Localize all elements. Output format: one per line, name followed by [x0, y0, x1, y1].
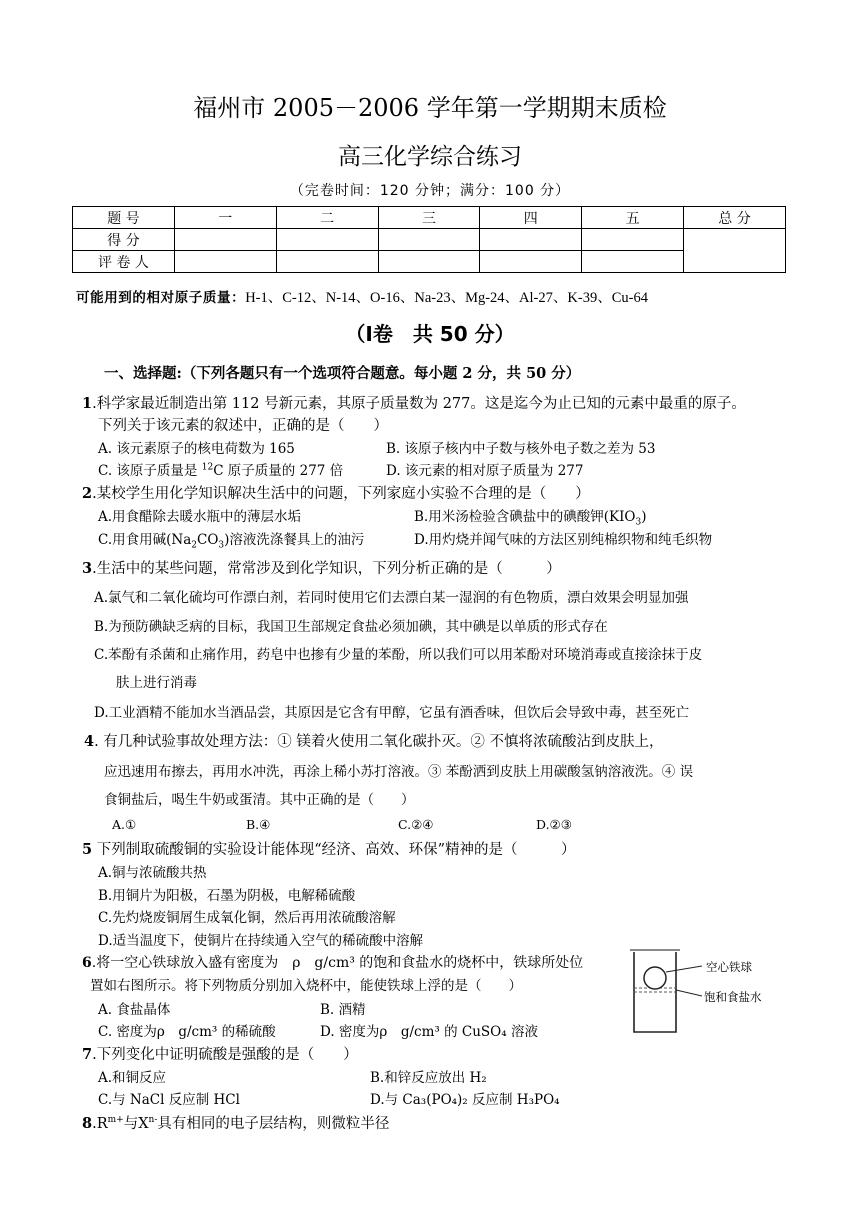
option-text: )	[641, 509, 647, 525]
question-7-stem	[82, 1043, 358, 1064]
question-text: .R	[92, 1116, 108, 1132]
question-4-line3: 食铜盐后，喝生牛奶或蛋清。其中正确的是（ ）	[104, 792, 415, 808]
q7-option-d[interactable]: D.与 Ca₃(PO₄)₂ 反应制 H₃PO₄	[370, 1092, 560, 1108]
question-4-line2: 应迅速用布擦去，再用水冲洗，再涂上稀小苏打溶液。③ 苯酚洒到皮肤上用碳酸氢钠溶液洗。④ 误	[104, 764, 694, 780]
question-text: .下列变化中证明硫酸是强酸的是（ ）	[92, 1047, 358, 1063]
q7-option-a[interactable]: A.和铜反应	[98, 1070, 167, 1086]
table-header-cell: 二	[276, 207, 378, 229]
question-number: 5	[82, 841, 93, 858]
question-text: .将一空心铁球放入盛有密度为 ρ g/cm³ 的饱和食盐水的烧杯中，铁球所处位	[91, 955, 584, 971]
grader-cell[interactable]	[276, 251, 378, 273]
question-8-stem	[82, 1112, 389, 1133]
question-1-prompt: 下列关于该元素的叙述中，正确的是（ ）	[98, 418, 388, 434]
question-4-stem	[84, 730, 664, 751]
question-number: 2	[82, 485, 93, 502]
question-number: 4	[84, 733, 95, 750]
table-header-cell: 三	[378, 207, 480, 229]
subscript: 2	[191, 540, 198, 551]
q3-option-c-cont: 肤上进行消毒	[116, 675, 197, 691]
grader-cell[interactable]	[174, 251, 276, 273]
question-3-stem	[82, 557, 561, 578]
q5-option-a[interactable]: A.铜与浓硫酸共热	[98, 865, 207, 881]
time-note: （完卷时间：120 分钟；满分：100 分）	[289, 183, 571, 199]
score-table	[72, 206, 786, 273]
question-2-stem	[82, 482, 590, 503]
q7-option-c[interactable]: C.与 NaCl 反应制 HCl	[98, 1092, 240, 1108]
option-text: )溶液洗涤餐具上的油污	[224, 532, 365, 548]
question-text: .某校学生用化学知识解决生活中的问题，下列家庭小实验不合理的是（ ）	[92, 486, 590, 502]
q2-option-d[interactable]: D.用灼烧并闻气味的方法区别纯棉织物和纯毛织物	[414, 532, 713, 548]
q1-option-b[interactable]: B. 该原子核内中子数与核外电子数之差为 53	[386, 441, 656, 457]
table-row	[73, 229, 786, 251]
q2-option-b[interactable]	[414, 505, 646, 528]
q1-option-d[interactable]: D. 该元素的相对原子质量为 277	[386, 463, 584, 479]
q4-option-d[interactable]: D.②③	[536, 817, 572, 832]
table-header-cell: 总 分	[684, 207, 786, 229]
grader-cell[interactable]	[480, 251, 582, 273]
option-text: C.用食用碱(Na	[98, 532, 192, 548]
table-header-cell: 题 号	[73, 207, 175, 229]
total-score-cell[interactable]	[684, 229, 786, 273]
q3-option-b[interactable]: B.为预防碘缺乏病的目标，我国卫生部规定食盐必须加碘，其中碘是以单质的形式存在	[94, 619, 608, 635]
option-text: CO	[197, 532, 219, 548]
question-text: 具有相同的电子层结构，则微粒半径	[157, 1116, 390, 1132]
option-text: B.用米汤检验含碘盐中的碘酸钾(KIO	[414, 509, 636, 525]
score-cell[interactable]	[480, 229, 582, 251]
q3-option-d[interactable]: D.工业酒精不能加水当酒品尝，其原因是它含有甲醇，它虽有酒香味，但饮后会导致中毒，甚至死亡	[94, 705, 690, 721]
q6-option-c[interactable]: C. 密度为ρ g/cm³ 的稀硫酸	[98, 1024, 276, 1040]
grader-cell[interactable]	[582, 251, 684, 273]
q3-option-a[interactable]: A.氯气和二氧化硫均可作漂白剂，若同时使用它们去漂白某一湿润的有色物质，漂白效果会明显加强	[94, 590, 689, 606]
q1-option-c[interactable]	[98, 459, 343, 479]
option-text: C 原子质量的 277 倍	[213, 463, 344, 479]
figure-label-ball: 空心铁球	[706, 960, 752, 974]
q5-option-d[interactable]: D.适当温度下，使铜片在持续通入空气的稀硫酸中溶解	[98, 933, 424, 949]
table-row-label: 得 分	[73, 229, 175, 251]
question-number: 6	[82, 955, 92, 971]
subscript: 3	[218, 540, 225, 551]
score-cell[interactable]	[582, 229, 684, 251]
section-title: 一、选择题:（下列各题只有一个选项符合题意。每小题 2 分，共 50 分）	[104, 365, 581, 382]
table-row	[73, 251, 786, 273]
question-number: 7	[82, 1046, 93, 1063]
question-text: .科学家最近制造出第 112 号新元素，其原子质量数为 277。这是迄今为止已知的元素中最重的原子。	[92, 396, 746, 412]
q4-option-a[interactable]: A.①	[112, 817, 137, 832]
q6-option-a[interactable]: A. 食盐晶体	[98, 1002, 171, 1018]
q6-option-d[interactable]: D. 密度为ρ g/cm³ 的 CuSO₄ 溶液	[320, 1024, 538, 1040]
q2-option-c[interactable]	[98, 528, 364, 551]
atomic-mass-values: H-1、C-12、N-14、O-16、Na-23、Mg-24、Al-27、K-39、Cu-64	[245, 290, 648, 306]
figure-label-water: 饱和食盐水	[704, 990, 762, 1004]
question-number: 1	[82, 395, 93, 412]
atomic-mass-line	[76, 286, 648, 307]
part-title: （Ⅰ卷 共 50 分）	[345, 322, 515, 346]
exam-subtitle: 高三化学综合练习	[338, 144, 522, 170]
question-text: 与X	[123, 1116, 149, 1132]
q3-option-c[interactable]: C.苯酚有杀菌和止痛作用，药皂中也掺有少量的苯酚，所以我们可以用苯酚对环境消毒或直接涂抹于皮	[94, 647, 703, 663]
grader-cell[interactable]	[378, 251, 480, 273]
q6-option-b[interactable]: B. 酒精	[320, 1002, 366, 1018]
question-6-line2: 置如右图所示。将下列物质分别加入烧杯中，能使铁球上浮的是（ ）	[90, 978, 522, 994]
superscript: 12	[201, 462, 214, 473]
score-cell[interactable]	[174, 229, 276, 251]
question-text: 下列制取硫酸铜的实验设计能体现“经济、高效、环保”精神的是（ ）	[92, 842, 576, 858]
q7-option-b[interactable]: B.和锌反应放出 H₂	[370, 1070, 487, 1086]
subscript: 3	[635, 517, 642, 528]
atomic-mass-label: 可能用到的相对原子质量：	[76, 290, 246, 306]
beaker-figure	[626, 948, 786, 1038]
superscript: m+	[107, 1115, 124, 1126]
question-1-stem	[82, 392, 746, 413]
question-number: 8	[82, 1115, 93, 1132]
q5-option-c[interactable]: C.先灼烧废铜屑生成氧化铜，然后再用浓硫酸溶解	[98, 910, 396, 926]
score-cell[interactable]	[378, 229, 480, 251]
option-text: C. 该原子质量是	[98, 463, 202, 479]
table-row	[73, 207, 786, 229]
table-row-label: 评 卷 人	[73, 251, 175, 273]
q1-option-a[interactable]: A. 该元素原子的核电荷数为 165	[98, 441, 295, 457]
q5-option-b[interactable]: B.用铜片为阳极，石墨为阴极，电解稀硫酸	[98, 888, 356, 904]
question-text: . 有几种试验事故处理方法：① 镁着火使用二氧化碳扑灭。② 不慎将浓硫酸沾到皮肤上，	[94, 734, 664, 750]
q2-option-a[interactable]: A.用食醋除去暖水瓶中的薄层水垢	[98, 509, 302, 525]
exam-title: 福州市 2005－2006 学年第一学期期末质检	[193, 94, 667, 122]
question-number: 3	[82, 560, 93, 577]
table-header-cell: 五	[582, 207, 684, 229]
question-6-stem	[82, 952, 583, 972]
question-5-stem	[82, 838, 576, 859]
question-text: .生活中的某些问题，常常涉及到化学知识，下列分析正确的是（ ）	[92, 561, 561, 577]
superscript: n-	[148, 1115, 158, 1126]
q4-option-c[interactable]: C.②④	[398, 817, 434, 832]
q4-option-b[interactable]: B.④	[246, 817, 271, 832]
score-cell[interactable]	[276, 229, 378, 251]
table-header-cell: 一	[174, 207, 276, 229]
table-header-cell: 四	[480, 207, 582, 229]
